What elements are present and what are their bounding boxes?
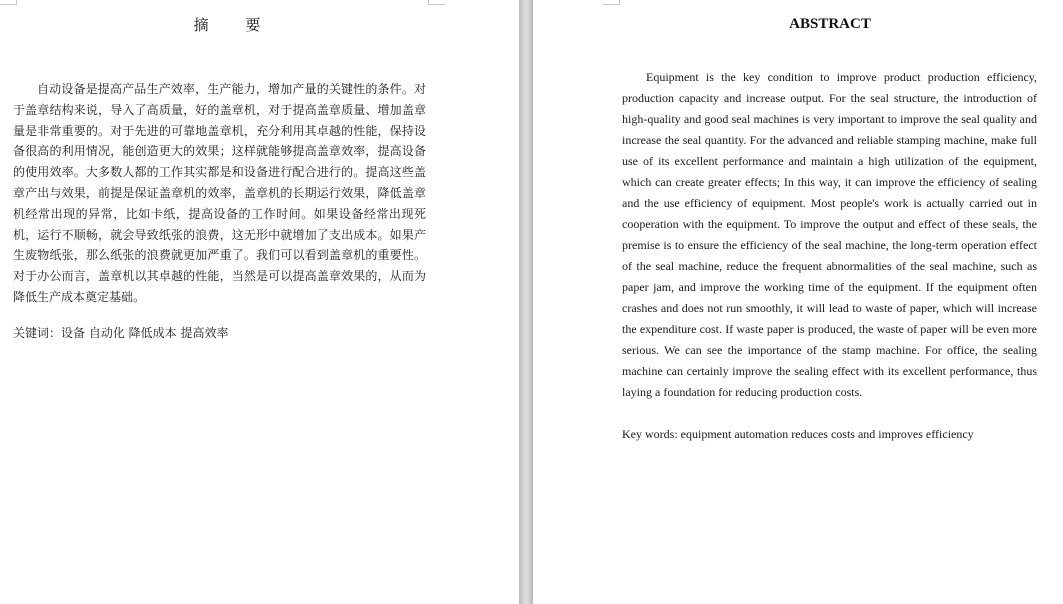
- english-abstract-title: ABSTRACT: [789, 16, 871, 32]
- page-gutter: [519, 0, 533, 604]
- page-chinese-abstract: [0, 0, 519, 604]
- page-english-abstract: [533, 0, 1063, 604]
- page-corner-mark: [428, 0, 445, 5]
- chinese-abstract-title: 摘 要: [193, 16, 277, 34]
- english-keywords: Key words: equipment automation reduces costs and improves efficiency: [622, 427, 974, 441]
- page-corner-mark: [0, 0, 17, 5]
- page-corner-mark: [603, 0, 620, 5]
- chinese-abstract-body: 自动设备是提高产品生产效率，生产能力，增加产量的关键性的条件。对于盖章结构来说，导入了高质量，好的盖章机，对于提高盖章质量、增加盖章量是非常重要的。对于先进的可靠地盖章机，充分利用其卓越的性能，保持设备很高的利用情况，能创造更大的效果；这样就能够提高盖章效率，提高设备的使用效率。大多数人都的工作其实都是和设备进行配合进行的。提高这些盖章产出与效果，前提是保证盖章机的效率，盖章机的长期运行效果，降低盖章机经常出现的异常，比如卡纸，提高设备的工作时间。如果设备经常出现死机，运行不顺畅，就会导致纸张的浪费，这无形中就增加了支出成本。如果产生废物纸张，那么纸张的浪费就更加严重了。我们可以看到盖章机的重要性。对于办公而言，盖章机以其卓越的性能，当然是可以提高盖章效果的，从而为降低生产成本奠定基础。: [13, 82, 426, 304]
- english-abstract-body: Equipment is the key condition to improve product production efficiency, production capacity and increase output. For the seal structure, the introduction of high-quality and good seal machines is very important to improve the seal quality and increase the seal quantity. For the advanced and reliable stamping machine, make full use of its excellent performance and maintain a high utilization of the equipment, which can create greater effects; In this way, it can improve the efficiency of sealing and the use efficiency of equipment. Most people's work is actually carried out in cooperation with the equipment. To improve the output and effect of these seals, the premise is to ensure the efficiency of the seal machine, the long-term operation effect of the seal machine, reduce the frequent abnormalities of the seal machine, such as paper jam, and improve the working time of the equipment. If the equipment often crashes and does not run smoothly, it will lead to waste of paper, which will increase the expenditure cost. If waste paper is produced, the waste of paper will be even more serious. We can see the importance of the stamp machine. For office, the sealing machine can certainly improve the sealing effect with its excellent performance, thus laying a foundation for reducing production costs.: [622, 70, 1037, 399]
- chinese-keywords: 关键词：设备 自动化 降低成本 提高效率: [13, 326, 229, 340]
